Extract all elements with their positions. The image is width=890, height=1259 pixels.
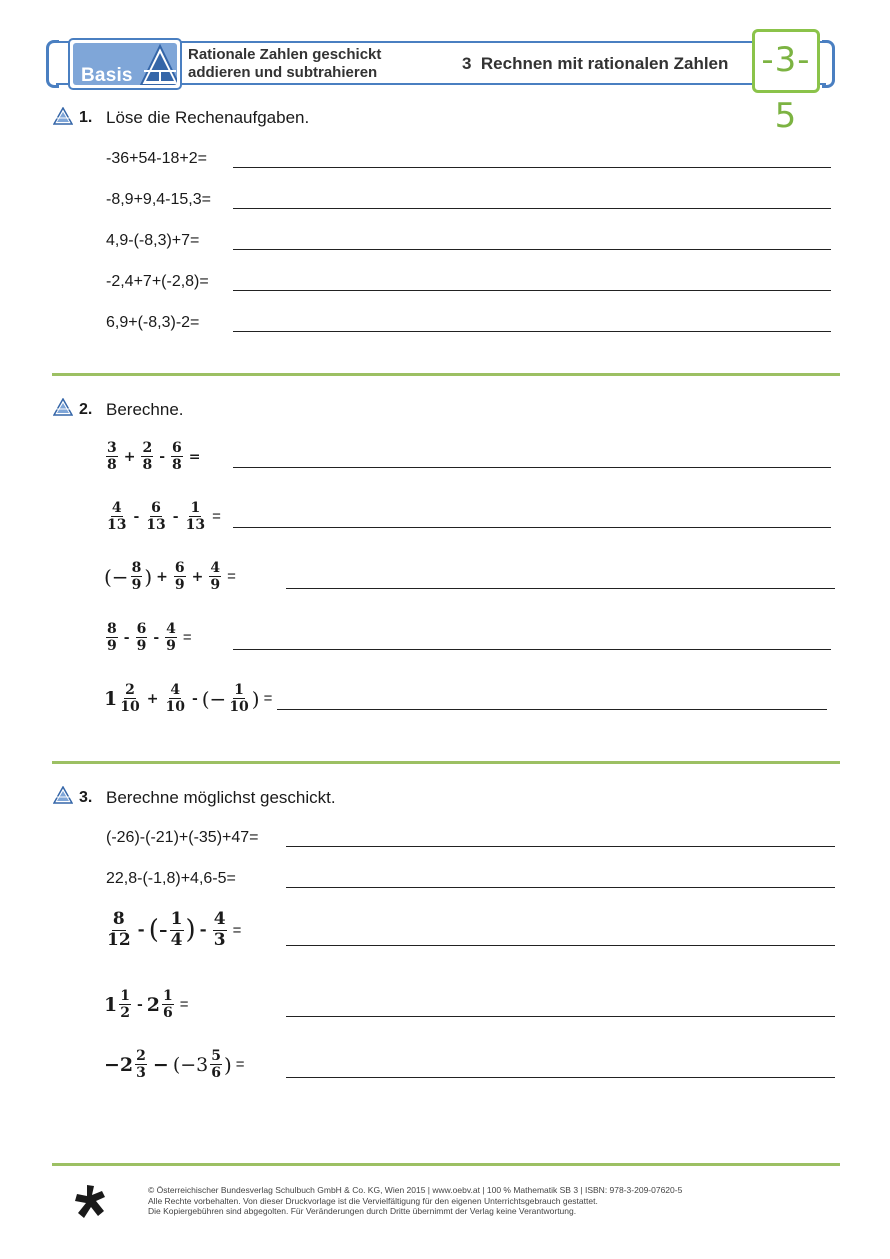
answer-line[interactable] [277, 709, 827, 710]
fraction: 8 12 [107, 909, 131, 950]
task3-expression-4: 1 1 2 - 2 $\frac{1}{6}$ = [104, 988, 189, 1022]
task2-number: 2. [79, 401, 93, 418]
answer-line[interactable] [233, 527, 831, 528]
footer-divider [52, 1163, 840, 1166]
footer-copyright: © Österreichischer Bundesverlag Schulbuch GmbH & Co. KG, Wien 2015 | www.oebv.at | 100 % Mathematik SB 3 | ISBN: 978-3-209-07620-5 Alle Rechte vorbehalten. Von dieser Druckvorlage ist die Vervielfältigung für den eigenen Unterrichtsgebrauch gestattet. Die Kopiergebühren sind abgegolten. Für Veränderungen durch Dritte übernimmt der Verlag keine Verantwortung. [148, 1185, 683, 1216]
fraction: 3 8 [107, 440, 117, 474]
fraction: $\frac{4}{3}$ [213, 909, 226, 950]
answer-line[interactable] [233, 167, 831, 168]
fraction: $\frac{1}{13}$ [185, 500, 206, 534]
answer-line[interactable] [233, 290, 831, 291]
task3-expression-3: 8 12 - (- 1 4 ) - $\frac{4}{3}$ = [107, 909, 242, 950]
task1-expression: -36+54-18+2= [106, 150, 207, 167]
task3-number: 3. [79, 789, 93, 806]
fraction: $\frac{6}{8}$ [172, 440, 182, 474]
section-divider [52, 761, 840, 764]
fraction: 6 13 [146, 500, 166, 534]
fraction: $\frac{4}{9}$ [166, 621, 176, 655]
answer-line[interactable] [286, 945, 835, 946]
fraction: $\frac{2}{8}$ [142, 440, 153, 474]
section-divider [52, 373, 840, 376]
task1-title: Löse die Rechenaufgaben. [106, 108, 310, 127]
task1-number: 1. [79, 109, 93, 126]
answer-line[interactable] [286, 846, 835, 847]
answer-line[interactable] [233, 649, 831, 650]
task3-expression: 22,8-(-1,8)+4,6-5= [106, 870, 236, 887]
answer-line[interactable] [233, 249, 831, 250]
chapter-title: 3 Rechnen mit rationalen Zahlen [458, 54, 732, 74]
task2-expression-2: 4 13 - 6 13 - $\frac{1}{13}$ = [107, 500, 221, 534]
header-right-bracket [822, 40, 835, 88]
fraction: 1 4 [170, 909, 183, 950]
publisher-logo-icon [72, 1183, 110, 1221]
task2-expression-3: (− $\frac{8}{9}$ ) + $\frac{6}{9}$ + $\frac{4}{9}$ = [104, 560, 236, 594]
task3-title: Berechne möglichst geschickt. [106, 788, 336, 807]
fraction: $\frac{1}{6}$ [163, 988, 173, 1022]
task2-expression-1: 3 8 + $\frac{2}{8}$ - $\frac{6}{8}$ = [107, 440, 201, 474]
fraction: 5 6 [211, 1048, 221, 1082]
task3-expression: (-26)-(-21)+(-35)+47= [106, 829, 259, 846]
answer-line[interactable] [286, 1077, 835, 1078]
answer-line[interactable] [233, 208, 831, 209]
fraction: $\frac{4}{10}$ [165, 682, 185, 716]
fraction: $\frac{4}{9}$ [210, 560, 221, 594]
fraction: 4 13 [107, 500, 127, 534]
basis-pyramid-icon [53, 786, 73, 804]
answer-line[interactable] [286, 887, 835, 888]
answer-line[interactable] [233, 331, 831, 332]
fraction: 1 2 [120, 988, 130, 1022]
topic-title: Rationale Zahlen geschickt addieren und subtrahieren [188, 46, 387, 82]
answer-line[interactable] [286, 1016, 835, 1017]
basis-pyramid-icon [53, 107, 73, 125]
fraction: 2 10 [120, 682, 140, 716]
task1-expression: 6,9+(-8,3)-2= [106, 314, 200, 331]
header-left-bracket [46, 40, 59, 88]
task2-expression-5: 1 2 10 + $\frac{4}{10}$ - (− $\frac{1}{10}$ ) = [104, 682, 273, 716]
task1-expression: 4,9-(-8,3)+7= [106, 232, 200, 249]
basis-label: Basis [81, 65, 133, 85]
fraction: $\frac{8}{9}$ [131, 560, 142, 594]
page-badge: -3-5 [752, 29, 820, 93]
basis-level-box [68, 38, 182, 90]
answer-line[interactable] [233, 467, 831, 468]
pyramid-icon [139, 43, 177, 85]
task2-expression-4: 8 9 - 6 9 - $\frac{4}{9}$ = [107, 621, 192, 655]
task1-expression: -2,4+7+(-2,8)= [106, 273, 209, 290]
fraction: $\frac{6}{9}$ [174, 560, 185, 594]
fraction: 6 9 [136, 621, 147, 655]
fraction: $\frac{1}{10}$ [229, 682, 249, 716]
task3-expression-5: −2 2 3 − (−3 5 6 ) = [104, 1048, 245, 1082]
basis-pyramid-icon [53, 398, 73, 416]
answer-line[interactable] [286, 588, 835, 589]
fraction: 8 9 [107, 621, 117, 655]
task1-expression: -8,9+9,4-15,3= [106, 191, 211, 208]
task2-title: Berechne. [106, 400, 184, 419]
fraction: 2 3 [136, 1048, 146, 1082]
